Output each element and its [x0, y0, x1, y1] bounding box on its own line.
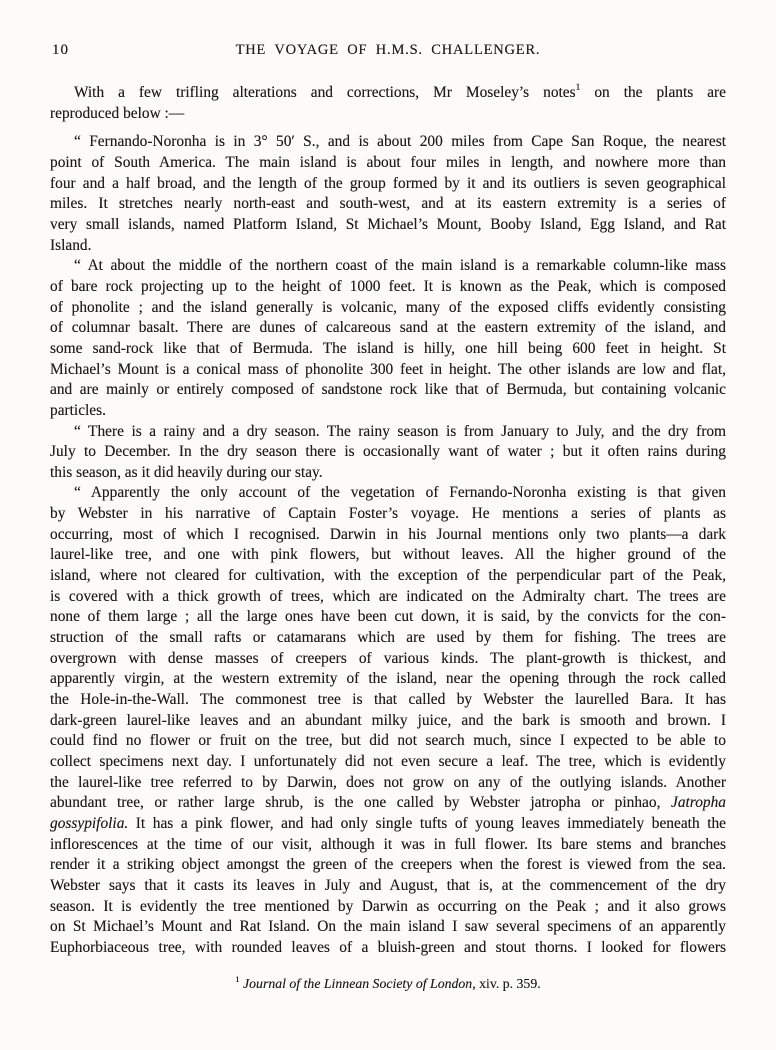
text-line — [50, 442, 726, 463]
text-line — [50, 587, 726, 608]
text-line — [50, 360, 726, 381]
text-segment: season. It is evidently the tree mentioned by Darwin as occurring on the Peak ; and it also grows — [50, 897, 726, 915]
text-line — [50, 401, 726, 422]
text-line — [50, 752, 726, 773]
text-segment: “ Apparently the only account of the vegetation of Fernando-Noronha existing is that given — [74, 484, 726, 502]
text-line — [50, 773, 726, 794]
text-segment: , xiv. p. 359. — [472, 976, 541, 991]
superscript-marker: 1 — [575, 82, 581, 94]
italic-text: Journal of the Linnean Society of London — [243, 976, 473, 991]
text-line — [50, 339, 726, 360]
text-segment: the laurel-like tree referred to by Darwin, does not grow on any of the outlying islands. Another — [50, 773, 726, 791]
text-segment: “ Fernando-Noronha is in 3° 50′ S., and is about 200 miles from Cape San Roque, the nearest — [74, 133, 726, 151]
text-line — [50, 104, 726, 125]
text-line — [50, 463, 726, 484]
text-line — [50, 690, 726, 711]
text-segment: very small islands, named Platform Island, St Michael’s Mount, Booby Island, Egg Island, and Rat — [50, 215, 726, 233]
text-line — [50, 855, 726, 876]
text-segment: of phonolite ; and the island generally is volcanic, many of the exposed cliffs evidently consisting — [50, 298, 726, 316]
text-line — [50, 814, 726, 835]
text-segment: occurring, most of which I recognised. Darwin in his Journal mentions only two plants—a dark — [50, 525, 726, 543]
text-segment: particles. — [50, 401, 106, 419]
text-segment: and are mainly or entirely composed of sandstone rock like that of Bermuda, but containing volcanic — [50, 381, 726, 399]
text-segment: “ There is a rainy and a dry season. The rainy season is from January to July, and the dry from — [74, 422, 726, 440]
text-segment: abundant tree, or rather large shrub, is the one called by Webster jatropha or pinhao, — [50, 794, 671, 812]
text-line — [50, 174, 726, 195]
text-line — [50, 545, 726, 566]
paragraph-5 — [50, 483, 726, 958]
text-line — [50, 711, 726, 732]
text-line — [50, 380, 726, 401]
text-segment: Michael’s Mount is a conical mass of phonolite 300 feet in height. The other islands are low and flat, — [50, 360, 726, 378]
text-segment: is covered with a thick growth of trees, which are indicated on the Admiralty chart. The trees are — [50, 587, 726, 605]
text-segment: miles. It stretches nearly north-east and south-west, and at its eastern extremity is a series of — [50, 195, 726, 213]
text-segment: reproduced below :— — [50, 104, 185, 122]
text-line — [50, 422, 726, 443]
text-segment: July to December. In the dry season there is occasionally want of water ; but it often rains during — [50, 443, 726, 461]
text-line — [50, 607, 726, 628]
paragraph-1 — [50, 83, 726, 124]
text-segment: point of South America. The main island is about four miles in length, and nowhere more than — [50, 153, 726, 171]
text-line — [50, 215, 726, 236]
text-segment: by Webster in his narrative of Captain Foster’s voyage. He mentions a series of plants as — [50, 505, 726, 523]
footnote — [50, 973, 726, 992]
text-segment: this season, as it did heavily during our stay. — [50, 463, 323, 481]
running-title: THE VOYAGE OF H.M.S. CHALLENGER. — [235, 42, 541, 58]
text-segment: none of them large ; all the large ones have been cut down, it is said, by the convicts for the con- — [50, 608, 726, 626]
text-line — [50, 835, 726, 856]
text-segment: of columnar basalt. There are dunes of calcareous sand at the eastern extremity of the island, and — [50, 319, 726, 337]
text-line — [50, 628, 726, 649]
text-segment: on the plants are — [580, 84, 727, 101]
text-line — [50, 256, 726, 277]
text-line — [50, 649, 726, 670]
text-segment: “ At about the middle of the northern coast of the main island is a remarkable column-like mass — [74, 257, 726, 275]
text-line — [50, 917, 726, 938]
text-line — [50, 525, 726, 546]
text-segment: collect specimens next day. I unfortunately did not even secure a leaf. The tree, which is evidently — [50, 753, 726, 770]
text-line — [50, 566, 726, 587]
text-segment: Island. — [50, 236, 92, 254]
text-segment: could find no flower or fruit on the tree, but did not search much, since I expected to be able to — [50, 732, 726, 750]
text-line — [50, 731, 726, 752]
text-segment: of bare rock projecting up to the height of 1000 feet. It is known as the Peak, which is composed — [50, 277, 726, 295]
text-segment: Euphorbiaceous tree, with rounded leaves of a bluish-green and stout thorns. I looked for flowers — [50, 938, 726, 956]
superscript-marker: 1 — [235, 973, 240, 984]
italic-text: gossypifolia. — [50, 814, 129, 832]
page-number: 10 — [52, 42, 69, 58]
text-segment: dark-green laurel-like leaves and an abundant milky juice, and the bark is smooth and brown. I — [50, 711, 726, 729]
page-body — [50, 83, 726, 959]
text-segment: overgrown with dense masses of creepers of various kinds. The plant-growth is thickest, and — [50, 649, 726, 667]
italic-text: Jatropha — [670, 794, 726, 812]
text-line — [50, 277, 726, 298]
text-line — [50, 83, 726, 104]
paragraph-3 — [50, 256, 726, 421]
text-segment: struction of the small rafts or catamarans which are used by them for fishing. The trees are — [50, 629, 726, 647]
text-segment: inflorescences at the time of our visit, although it was in full flower. Its bare stems and branches — [50, 835, 726, 853]
text-line — [50, 236, 726, 257]
text-line — [50, 132, 726, 153]
text-segment: island, where not cleared for cultivation, with the exception of the perpendicular part of the Peak, — [50, 567, 726, 585]
text-segment: on St Michael’s Mount and Rat Island. On the main island I saw several specimens of an apparently — [50, 918, 726, 936]
text-line — [50, 318, 726, 339]
text-segment: apparently virgin, at the western extremity of the island, near the opening through the rock called — [50, 670, 726, 688]
text-line — [50, 897, 726, 918]
text-line — [50, 876, 726, 897]
text-segment: With a few trifling alterations and corrections, Mr Moseley’s notes — [74, 84, 576, 101]
text-line — [50, 483, 726, 504]
text-segment: some sand-rock like that of Bermuda. The island is hilly, one hill being 600 feet in height. St — [50, 339, 726, 357]
text-segment: four and a half broad, and the length of the group formed by it and its outliers is seven geographical — [50, 174, 726, 192]
text-line — [50, 504, 726, 525]
text-segment: render it a striking object amongst the green of the creepers when the forest is viewed from the sea. — [50, 856, 726, 874]
text-line — [50, 793, 726, 814]
text-line — [50, 938, 726, 959]
text-line — [50, 194, 726, 215]
text-line — [50, 298, 726, 319]
text-segment: Webster says that it casts its leaves in July and August, that is, at the commencement of the dry — [50, 876, 726, 894]
text-line — [50, 669, 726, 690]
text-segment: laurel-like tree, and one with pink flowers, but without leaves. All the higher ground of the — [50, 546, 726, 564]
text-line — [50, 153, 726, 174]
text-segment: the Hole-in-the-Wall. The commonest tree is that called by Webster the laurelled Bara. It has — [50, 691, 726, 709]
paragraph-2 — [50, 132, 726, 256]
text-segment: It has a pink flower, and had only single tufts of young leaves immediately beneath the — [128, 814, 726, 832]
paragraph-4 — [50, 422, 726, 484]
